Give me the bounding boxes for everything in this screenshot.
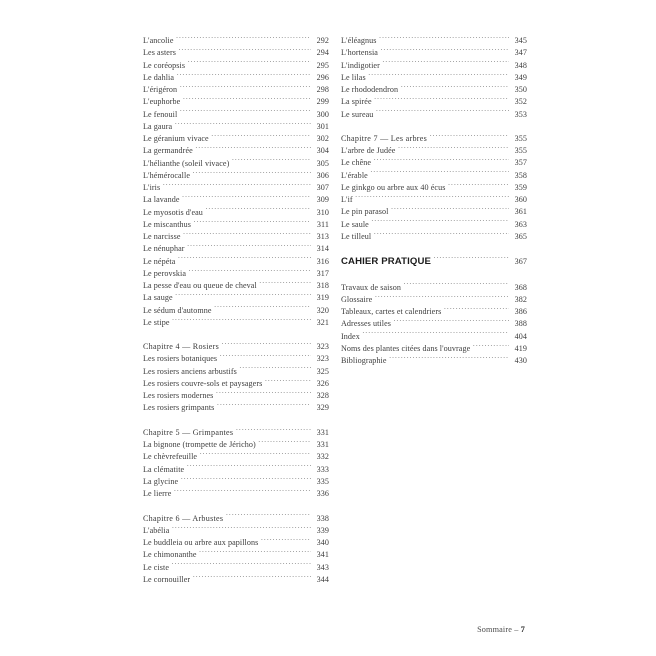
- toc-entry-label: La lavande: [143, 195, 180, 205]
- toc-entry-page-number: 388: [514, 319, 527, 329]
- toc-leader-dots: [403, 282, 509, 290]
- toc-leader-dots: [174, 488, 311, 496]
- toc-entry-label: CAHIER PRATIQUE: [341, 256, 432, 268]
- toc-entry-page-number: 344: [316, 574, 329, 584]
- toc-leader-dots: [187, 243, 311, 251]
- toc-entry-row[interactable]: [143, 133, 329, 145]
- toc-entry-page-number: 358: [514, 170, 527, 180]
- toc-leader-dots: [375, 294, 509, 302]
- toc-column-right: [341, 35, 527, 586]
- toc-entry-label: L'hémérocalle: [143, 170, 190, 180]
- toc-entry-page-number: 361: [514, 207, 527, 217]
- toc-entry-row[interactable]: [143, 378, 329, 390]
- toc-entry-row[interactable]: [341, 145, 527, 157]
- toc-entry-row[interactable]: [143, 353, 329, 365]
- toc-entry-page-number: 382: [514, 294, 527, 304]
- toc-entry-page-number: 336: [316, 489, 329, 499]
- toc-entry-row[interactable]: [143, 207, 329, 219]
- toc-entry-page-number: 310: [316, 207, 329, 217]
- toc-entry-page-number: 319: [316, 293, 329, 303]
- toc-entry-page-number: 331: [316, 427, 329, 437]
- toc-entry-page-number: 355: [514, 133, 527, 143]
- toc-entry-row[interactable]: [143, 96, 329, 108]
- toc-entry-label: L'érable: [341, 170, 368, 180]
- toc-entry-row[interactable]: [143, 145, 329, 157]
- toc-entry-page-number: 357: [514, 158, 527, 168]
- toc-entry-row[interactable]: [143, 390, 329, 402]
- toc-leader-dots: [362, 331, 509, 339]
- toc-entry-label: Le myosotis d'eau: [143, 207, 203, 217]
- toc-entry-row[interactable]: [143, 451, 329, 463]
- toc-leader-dots: [211, 133, 311, 141]
- toc-entry-page-number: 363: [514, 219, 527, 229]
- toc-entry-row[interactable]: [341, 47, 527, 59]
- toc-leader-dots: [434, 256, 509, 264]
- toc-section-chapitre-6-arbustes: [143, 513, 329, 587]
- toc-leader-dots: [189, 268, 312, 276]
- toc-entry-label: La clématite: [143, 464, 185, 474]
- toc-entry-row[interactable]: [143, 219, 329, 231]
- toc-entry-page-number: 295: [316, 60, 329, 70]
- toc-leader-dots: [194, 219, 311, 227]
- toc-entry-label: Le géranium vivace: [143, 134, 209, 143]
- toc-leader-dots: [376, 109, 509, 117]
- toc-columns: [143, 35, 526, 586]
- toc-entry-page-number: 359: [514, 182, 527, 192]
- toc-entry-row[interactable]: [341, 170, 527, 182]
- toc-leader-dots: [374, 157, 509, 165]
- footer-separator: –: [514, 625, 519, 634]
- toc-leader-dots: [172, 525, 311, 533]
- toc-entry-page-number: 328: [316, 391, 329, 401]
- toc-entry-page-number: 352: [514, 97, 527, 107]
- toc-entry-page-number: 307: [316, 183, 329, 192]
- toc-entry-page-number: 360: [514, 195, 527, 205]
- toc-entry-label: Travaux de saison: [341, 282, 401, 292]
- toc-entry-page-number: 332: [316, 452, 329, 462]
- toc-entry-page-number: 309: [316, 195, 329, 205]
- toc-section-cahier-pratique-entries: [341, 282, 527, 368]
- toc-entry-label: Tableaux, cartes et calendriers: [341, 307, 442, 317]
- toc-entry-page-number: 313: [316, 232, 329, 241]
- toc-entry-label: Adresses utiles: [341, 319, 391, 329]
- toc-entry-label: Le cornouiller: [143, 574, 191, 584]
- toc-entry-row[interactable]: [143, 464, 329, 476]
- toc-chapter-row[interactable]: [341, 133, 527, 145]
- toc-leader-dots: [182, 194, 311, 202]
- toc-entry-row[interactable]: [341, 343, 527, 355]
- toc-section-chapitre-5-grimpantes: [143, 427, 329, 501]
- toc-entry-label: Index: [341, 331, 360, 341]
- toc-leader-dots: [200, 451, 311, 459]
- toc-entry-row[interactable]: [143, 182, 329, 194]
- toc-leader-dots: [371, 219, 509, 227]
- toc-entry-row[interactable]: [341, 72, 527, 84]
- toc-entry-page-number: 331: [316, 440, 329, 450]
- toc-leader-dots: [265, 378, 311, 386]
- toc-entry-row[interactable]: [143, 525, 329, 537]
- toc-leader-dots: [258, 439, 311, 447]
- toc-entry-row[interactable]: [143, 60, 329, 72]
- toc-entry-label: La germandrée: [143, 146, 193, 156]
- toc-entry-page-number: 317: [316, 268, 329, 278]
- toc-entry-page-number: 338: [316, 513, 329, 523]
- toc-entry-label: Glossaire: [341, 294, 373, 304]
- toc-entry-row[interactable]: [143, 121, 329, 133]
- toc-entry-label: Les rosiers couvre-sols et paysagers: [143, 378, 263, 388]
- toc-entry-label: Le pin parasol: [341, 207, 389, 217]
- toc-entry-page-number: 343: [316, 562, 329, 572]
- toc-entry-page-number: 292: [316, 36, 329, 45]
- toc-entry-page-number: 430: [514, 356, 527, 366]
- toc-entry-label: Le ciste: [143, 562, 170, 572]
- toc-entry-label: L'érigéron: [143, 85, 178, 94]
- toc-entry-label: Le chêne: [341, 158, 372, 168]
- toc-entry-label: Le narcisse: [143, 232, 181, 241]
- toc-entry-page-number: 365: [514, 231, 527, 241]
- toc-entry-page-number: 304: [316, 146, 329, 156]
- toc-entry-row[interactable]: [143, 366, 329, 378]
- toc-entry-page-number: 296: [316, 72, 329, 82]
- toc-entry-row[interactable]: [341, 157, 527, 169]
- toc-chapter-row[interactable]: [143, 513, 329, 525]
- toc-entry-label: Bibliographie: [341, 356, 387, 366]
- toc-entry-label: Les asters: [143, 48, 176, 58]
- toc-leader-dots: [448, 182, 509, 190]
- toc-entry-page-number: 326: [316, 378, 329, 388]
- toc-entry-row[interactable]: [143, 170, 329, 182]
- toc-entry-page-number: 335: [316, 476, 329, 486]
- toc-entry-page-number: 341: [316, 550, 329, 560]
- toc-leader-dots: [193, 170, 312, 178]
- toc-entry-label: La bignone (trompette de Jéricho): [143, 440, 256, 450]
- toc-entry-page-number: 323: [316, 354, 329, 364]
- toc-entry-label: Le népéta: [143, 256, 176, 266]
- toc-leader-dots: [398, 145, 509, 153]
- toc-leader-dots: [226, 513, 311, 521]
- toc-leader-dots: [380, 47, 509, 55]
- toc-entry-row[interactable]: [341, 35, 527, 47]
- toc-leader-dots: [178, 256, 311, 264]
- toc-entry-label: Les rosiers modernes: [143, 391, 214, 401]
- toc-entry-label: Le buddleia ou arbre aux papillons: [143, 538, 259, 548]
- toc-entry-page-number: 329: [316, 403, 329, 413]
- toc-entry-row[interactable]: [143, 47, 329, 59]
- toc-entry-label: Le miscanthus: [143, 219, 192, 229]
- toc-leader-dots: [355, 194, 509, 202]
- toc-entry-page-number: 339: [316, 525, 329, 535]
- toc-entry-label: Le tilleul: [341, 231, 372, 241]
- toc-entry-page-number: 314: [316, 244, 329, 254]
- toc-leader-dots: [444, 306, 509, 314]
- toc-leader-dots: [379, 35, 509, 43]
- toc-entry-label: Noms des plantes citées dans l'ouvrage: [341, 343, 471, 353]
- toc-entry-page-number: 348: [514, 60, 527, 70]
- toc-entry-label: La spirée: [341, 97, 372, 107]
- toc-entry-row[interactable]: [143, 574, 329, 586]
- toc-leader-dots: [188, 60, 311, 68]
- toc-entry-label: L'ancolie: [143, 36, 174, 45]
- toc-entry-label: Chapitre 4 — Rosiers: [143, 342, 220, 352]
- toc-entry-row[interactable]: [143, 109, 329, 121]
- toc-entry-page-number: 294: [316, 48, 329, 58]
- toc-entry-row[interactable]: [143, 439, 329, 451]
- toc-entry-page-number: 302: [316, 134, 329, 143]
- toc-entry-page-number: 367: [514, 257, 527, 267]
- toc-leader-dots: [172, 562, 311, 570]
- toc-entry-label: Le dahlia: [143, 72, 175, 82]
- toc-entry-row[interactable]: [143, 488, 329, 500]
- toc-entry-row[interactable]: [341, 194, 527, 206]
- toc-entry-page-number: 404: [514, 331, 527, 341]
- toc-part-row[interactable]: [341, 255, 527, 269]
- toc-entry-page-number: 349: [514, 72, 527, 82]
- toc-entry-page-number: 299: [316, 97, 329, 107]
- toc-leader-dots: [180, 84, 311, 92]
- toc-entry-label: Le lilas: [341, 72, 366, 82]
- toc-leader-dots: [187, 464, 311, 472]
- footer-label: Sommaire: [477, 625, 513, 634]
- toc-entry-row[interactable]: [341, 84, 527, 96]
- toc-leader-dots: [216, 390, 311, 398]
- toc-entry-label: Le stipe: [143, 317, 170, 327]
- toc-entry-row[interactable]: [143, 268, 329, 280]
- toc-entry-label: L'arbre de Judée: [341, 146, 396, 156]
- toc-leader-dots: [175, 292, 311, 300]
- toc-leader-dots: [374, 231, 509, 239]
- toc-leader-dots: [239, 366, 311, 374]
- toc-entry-page-number: 305: [316, 158, 329, 168]
- toc-leader-dots: [195, 145, 311, 153]
- toc-entry-page-number: 300: [316, 109, 329, 119]
- toc-entry-row[interactable]: [341, 109, 527, 121]
- toc-leader-dots: [261, 537, 311, 545]
- toc-entry-label: Le ginkgo ou arbre aux 40 écus: [341, 182, 446, 192]
- toc-entry-label: Le nénuphar: [143, 244, 185, 254]
- toc-entry-page-number: 306: [316, 170, 329, 180]
- toc-entry-row[interactable]: [341, 331, 527, 343]
- toc-leader-dots: [217, 402, 311, 410]
- toc-leader-dots: [232, 158, 311, 166]
- toc-section-chapitre-7-les-arbres: [341, 133, 527, 243]
- toc-section-cahier-pratique: [341, 255, 527, 269]
- toc-entry-row[interactable]: [143, 84, 329, 96]
- toc-entry-row[interactable]: [143, 231, 329, 243]
- toc-leader-dots: [193, 574, 311, 582]
- toc-leader-dots: [180, 109, 311, 117]
- toc-entry-label: Le rhododendron: [341, 85, 399, 94]
- toc-leader-dots: [222, 341, 311, 349]
- toc-leader-dots: [181, 476, 311, 484]
- toc-leader-dots: [473, 343, 509, 351]
- toc-entry-row[interactable]: [143, 317, 329, 329]
- toc-entry-row[interactable]: [341, 96, 527, 108]
- toc-entry-row[interactable]: [341, 60, 527, 72]
- toc-entry-page-number: 355: [514, 146, 527, 156]
- toc-leader-dots: [236, 427, 311, 435]
- toc-entry-row[interactable]: [143, 243, 329, 255]
- toc-entry-label: L'if: [341, 195, 353, 205]
- toc-leader-dots: [163, 182, 311, 190]
- toc-leader-dots: [176, 35, 311, 43]
- toc-entry-row[interactable]: [341, 318, 527, 330]
- toc-entry-label: Le lierre: [143, 489, 172, 499]
- toc-leader-dots: [199, 549, 311, 557]
- toc-entry-page-number: 386: [514, 307, 527, 317]
- toc-entry-label: L'éléagnus: [341, 36, 377, 45]
- toc-entry-label: Le fenouil: [143, 109, 178, 119]
- toc-entry-row[interactable]: [143, 280, 329, 292]
- toc-entry-page-number: 301: [316, 121, 329, 131]
- toc-entry-row[interactable]: [143, 72, 329, 84]
- toc-entry-row[interactable]: [143, 549, 329, 561]
- toc-entry-page-number: 316: [316, 256, 329, 266]
- toc-column-left: [143, 35, 329, 586]
- toc-entry-page-number: 347: [514, 48, 527, 58]
- toc-entry-row[interactable]: [341, 206, 527, 218]
- toc-leader-dots: [368, 72, 509, 80]
- toc-entry-label: La sauge: [143, 293, 173, 303]
- toc-leader-dots: [374, 96, 509, 104]
- toc-entry-page-number: 318: [316, 281, 329, 290]
- toc-entry-page-number: 333: [316, 464, 329, 474]
- footer-page-number: 7: [520, 625, 525, 634]
- toc-entry-label: L'abélia: [143, 525, 170, 535]
- toc-leader-dots: [183, 231, 311, 239]
- toc-entry-label: L'hortensia: [341, 48, 378, 58]
- toc-entry-row[interactable]: [143, 35, 329, 47]
- toc-leader-dots: [389, 355, 509, 363]
- toc-entry-row[interactable]: [143, 292, 329, 304]
- toc-entry-row[interactable]: [143, 562, 329, 574]
- toc-entry-row[interactable]: [143, 305, 329, 317]
- toc-section-perennials-continued: [143, 35, 329, 329]
- toc-entry-label: L'indigotier: [341, 60, 380, 70]
- toc-entry-row[interactable]: [143, 194, 329, 206]
- toc-entry-page-number: 298: [316, 85, 329, 94]
- toc-entry-label: Les rosiers anciens arbustifs: [143, 366, 237, 376]
- toc-entry-page-number: 323: [316, 342, 329, 352]
- toc-entry-label: Les rosiers botaniques: [143, 354, 218, 364]
- toc-leader-dots: [172, 317, 311, 325]
- toc-entry-page-number: 311: [316, 219, 329, 229]
- toc-entry-label: Le sureau: [341, 109, 374, 119]
- toc-entry-label: La gaura: [143, 121, 173, 131]
- toc-leader-dots: [401, 84, 509, 92]
- toc-entry-page-number: 345: [514, 36, 527, 45]
- toc-entry-label: Chapitre 5 — Grimpantes: [143, 427, 234, 437]
- toc-entry-page-number: 353: [514, 109, 527, 119]
- toc-leader-dots: [394, 318, 510, 326]
- toc-chapter-row[interactable]: [143, 427, 329, 439]
- toc-entry-row[interactable]: [341, 231, 527, 243]
- toc-entry-label: Le perovskia: [143, 268, 186, 278]
- toc-leader-dots: [391, 206, 509, 214]
- toc-entry-label: L'euphorbe: [143, 97, 181, 107]
- toc-leader-dots: [177, 72, 311, 80]
- toc-entry-label: La pesse d'eau ou queue de cheval: [143, 281, 257, 290]
- toc-leader-dots: [220, 353, 311, 361]
- toc-entry-row[interactable]: [341, 355, 527, 367]
- toc-entry-page-number: 350: [514, 85, 527, 94]
- toc-entry-label: Le chimonanthe: [143, 550, 197, 560]
- toc-entry-page-number: 368: [514, 282, 527, 292]
- toc-entry-label: La glycine: [143, 476, 179, 486]
- toc-leader-dots: [205, 207, 311, 215]
- toc-entry-label: Le sédum d'automne: [143, 305, 212, 315]
- toc-entry-label: L'iris: [143, 183, 161, 192]
- toc-entry-row[interactable]: [341, 182, 527, 194]
- toc-entry-row[interactable]: [341, 219, 527, 231]
- toc-section-arbustes-continued: [341, 35, 527, 121]
- toc-leader-dots: [175, 121, 311, 129]
- toc-leader-dots: [430, 133, 509, 141]
- toc-entry-label: Le coréopsis: [143, 60, 186, 70]
- toc-leader-dots: [370, 170, 509, 178]
- toc-entry-row[interactable]: [341, 306, 527, 318]
- toc-entry-label: Chapitre 6 — Arbustes: [143, 513, 224, 523]
- toc-entry-label: Les rosiers grimpants: [143, 403, 215, 413]
- toc-entry-page-number: 340: [316, 538, 329, 548]
- toc-entry-label: Le saule: [341, 219, 369, 229]
- page-footer: [477, 625, 525, 634]
- toc-entry-row[interactable]: [143, 158, 329, 170]
- toc-entry-row[interactable]: [143, 476, 329, 488]
- toc-leader-dots: [382, 60, 509, 68]
- toc-entry-row[interactable]: [143, 537, 329, 549]
- toc-chapter-row[interactable]: [143, 341, 329, 353]
- toc-entry-page-number: 320: [316, 305, 329, 315]
- toc-entry-row[interactable]: [341, 282, 527, 294]
- toc-entry-row[interactable]: [143, 402, 329, 414]
- toc-leader-dots: [214, 305, 311, 313]
- toc-entry-label: L'hélianthe (soleil vivace): [143, 158, 230, 168]
- toc-entry-page-number: 419: [514, 343, 527, 353]
- toc-section-chapitre-4-rosiers: [143, 341, 329, 415]
- toc-entry-label: Chapitre 7 — Les arbres: [341, 133, 428, 143]
- toc-leader-dots: [178, 47, 311, 55]
- toc-entry-row[interactable]: [143, 256, 329, 268]
- toc-entry-page-number: 321: [316, 317, 329, 327]
- toc-entry-page-number: 325: [316, 366, 329, 376]
- toc-leader-dots: [259, 280, 311, 288]
- toc-entry-row[interactable]: [341, 294, 527, 306]
- toc-leader-dots: [183, 96, 311, 104]
- toc-entry-label: Le chèvrefeuille: [143, 452, 198, 462]
